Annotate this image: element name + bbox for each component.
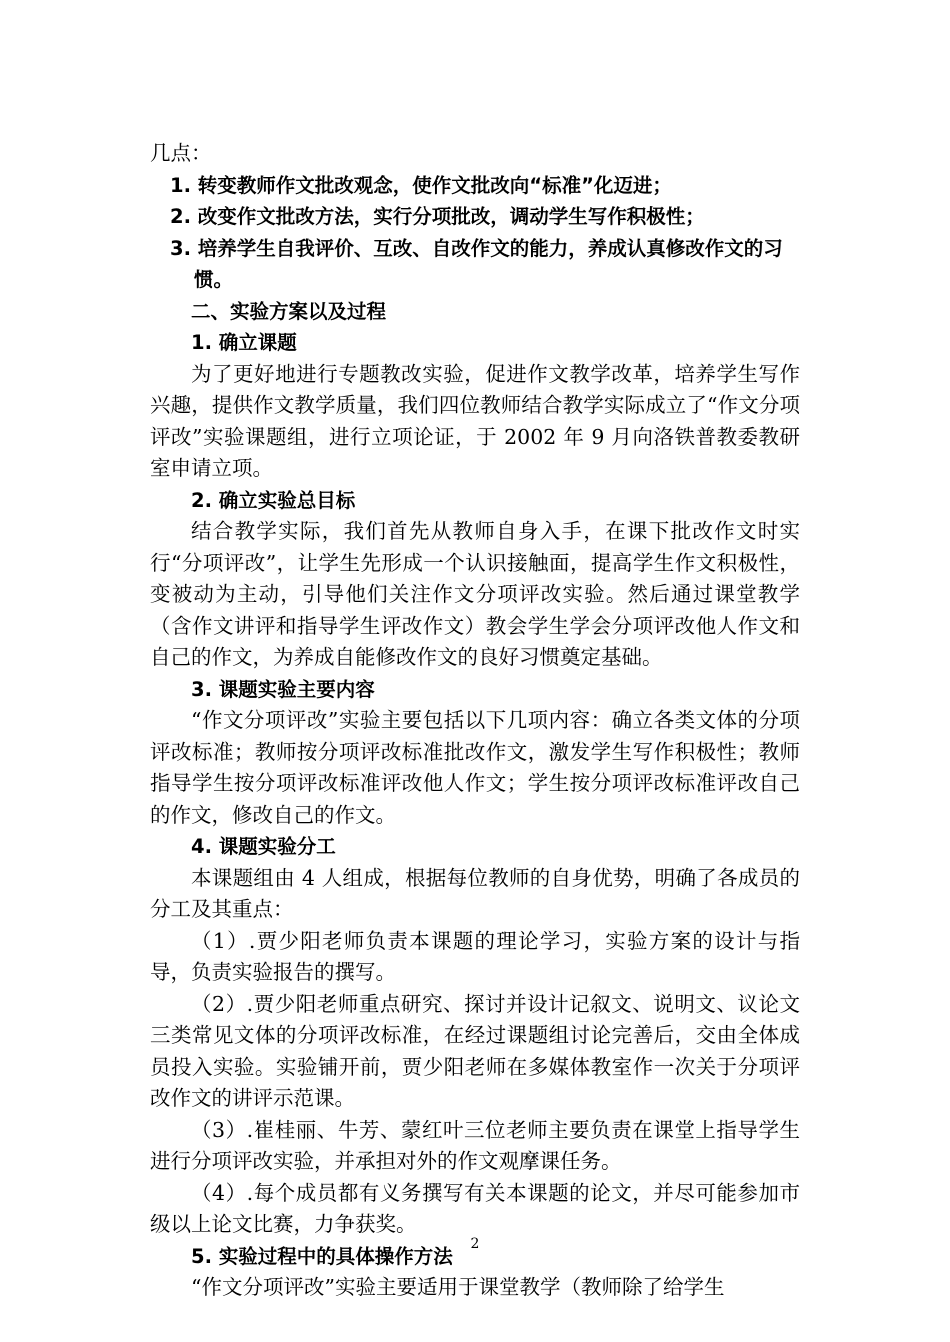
goal-item-1: 1. 转变教师作文批改观念，使作文批改向“标准”化迈进；	[170, 173, 672, 197]
list-item: （1）.贾少阳老师负责本课题的理论学习，实验方案的设计与指导，负责实验报告的撰写。	[150, 928, 800, 984]
list-item: （3）.崔桂丽、牛芳、蒙红叶三位老师主要负责在课堂上指导学生进行分项评改实验，并承担对外的作文观摩课任务。	[150, 1117, 800, 1173]
subsection-heading: 5. 实验过程中的具体操作方法	[191, 1244, 453, 1268]
paragraph: “作文分项评改”实验主要包括以下几项内容：确立各类文体的分项评改标准；教师按分项评改标准批改作文，激发学生写作积极性；教师指导学生按分项评改标准评改他人作文；学生按分项评改标准评改自己的作文，修改自己的作文。	[150, 708, 800, 827]
document-body	[150, 138, 800, 1304]
subsection-heading: 1. 确立课题	[191, 331, 297, 354]
subsection-heading: 4. 课题实验分工	[191, 835, 336, 858]
subsection-heading: 3. 课题实验主要内容	[191, 677, 375, 701]
subsection-heading: 2. 确立实验总目标	[191, 488, 356, 512]
page-number: 2	[470, 1236, 480, 1252]
paragraph: 本课题组由 4 人组成，根据每位教师的自身优势，明确了各成员的分工及其重点：	[150, 865, 800, 921]
goal-item-3: 3. 培养学生自我评价、互改、自改作文的能力，养成认真修改作文的习惯。	[170, 236, 783, 291]
section-heading: 二、实验方案以及过程	[191, 299, 387, 323]
paragraph: 结合教学实际，我们首先从教师自身入手，在课下批改作文时实行“分项评改”，让学生先形成一个认识接触面，提高学生作文积极性，变被动为主动，引导他们关注作文分项评改实验。然后通过课堂教学（含作文讲评和指导学生评改作文）教会学生学会分项评改他人作文和自己的作文，为养成自能修改作文的良好习惯奠定基础。	[150, 519, 800, 669]
list-item: （4）.每个成员都有义务撰写有关本课题的论文，并尽可能参加市级以上论文比赛，力争获奖。	[150, 1180, 800, 1236]
goal-item-2: 2. 改变作文批改方法，实行分项批改，调动学生写作积极性；	[170, 205, 705, 228]
paragraph: 几点：	[150, 141, 212, 165]
paragraph: 为了更好地进行专题教改实验，促进作文教学改革，培养学生写作兴趣，提供作文教学质量，我们四位教师结合教学实际成立了“作文分项评改”实验课题组，进行立项论证，于 2002 年 9 月向洛铁普教委教研室申请立项。	[150, 361, 800, 480]
list-item: （2）.贾少阳老师重点研究、探讨并设计记叙文、说明文、议论文三类常见文体的分项评改标准，在经过课题组讨论完善后，交由全体成员投入实验。实验铺开前，贾少阳老师在多媒体教室作一次关于分项评改作文的讲评示范课。	[150, 991, 800, 1110]
paragraph: “作文分项评改”实验主要适用于课堂教学（教师除了给学生	[191, 1275, 725, 1299]
